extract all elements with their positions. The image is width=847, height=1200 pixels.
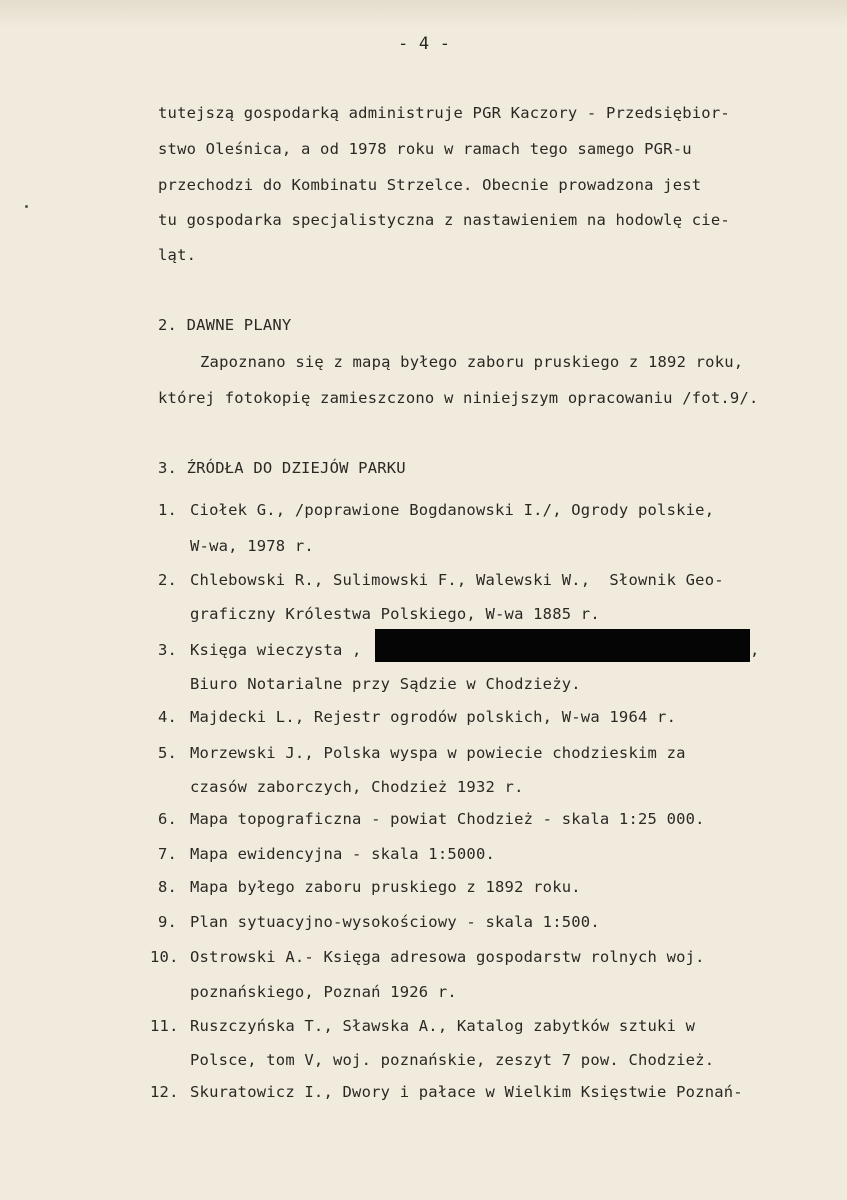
source-number: 5. [158,744,178,762]
source-number: 11. [150,1017,179,1035]
source-number: 9. [158,913,178,931]
source-line: graficzny Królestwa Polskiego, W-wa 1885 r. [190,605,600,623]
intro-line: tu gospodarka specjalistyczna z nastawieniem na hodowlę cie- [158,211,730,229]
section-heading-zrodla: 3. ŹRÓDŁA DO DZIEJÓW PARKU [158,459,406,477]
source-number: 10. [150,948,179,966]
source-line: czasów zaborczych, Chodzież 1932 r. [190,778,524,796]
source-line: Chlebowski R., Sulimowski F., Walewski W., Słownik Geo- [190,571,724,589]
redaction-bar [375,629,750,662]
source-line: Mapa ewidencyjna - skala 1:5000. [190,845,496,863]
source-number: 7. [158,845,178,863]
source-line: W-wa, 1978 r. [190,537,314,555]
source-number: 1. [158,501,178,519]
source-line: Mapa byłego zaboru pruskiego z 1892 roku. [190,878,581,896]
source-line: poznańskiego, Poznań 1926 r. [190,983,457,1001]
source-line: Ruszczyńska T., Sławska A., Katalog zabytków sztuki w [190,1017,696,1035]
intro-line: ląt. [158,246,197,264]
source-line: Polsce, tom V, woj. poznańskie, zeszyt 7 pow. Chodzież. [190,1051,715,1069]
source-number: 8. [158,878,178,896]
top-edge-shadow [0,0,847,28]
intro-line: tutejszą gospodarką administruje PGR Kaczory - Przedsiębior- [158,104,730,122]
source-line: Plan sytuacyjno-wysokościowy - skala 1:500. [190,913,600,931]
source-number: 12. [150,1083,179,1101]
source-line: Majdecki L., Rejestr ogrodów polskich, W-wa 1964 r. [190,708,677,726]
section2-paragraph-line: Zapoznano się z mapą byłego zaboru pruskiego z 1892 roku, [200,353,744,371]
source-line: Księga wieczysta , [190,641,362,659]
source-number: 4. [158,708,178,726]
source-number: 3. [158,641,178,659]
intro-line: stwo Oleśnica, a od 1978 roku w ramach tego samego PGR-u [158,140,692,158]
source-number: 2. [158,571,178,589]
intro-line: przechodzi do Kombinatu Strzelce. Obecnie prowadzona jest [158,176,702,194]
source-trailing-comma: , [750,641,760,659]
paper-speck [25,205,28,208]
source-line: Biuro Notarialne przy Sądzie w Chodzieży. [190,675,581,693]
section-heading-dawne-plany: 2. DAWNE PLANY [158,316,292,334]
section2-paragraph-line: której fotokopię zamieszczono w niniejszym opracowaniu /fot.9/. [158,389,759,407]
source-line: Morzewski J., Polska wyspa w powiecie chodzieskim za [190,744,686,762]
source-line: Skuratowicz I., Dwory i pałace w Wielkim Księstwie Poznań- [190,1083,743,1101]
source-line: Ostrowski A.- Księga adresowa gospodarstw rolnych woj. [190,948,705,966]
page-number: - 4 - [398,34,451,54]
source-line: Ciołek G., /poprawione Bogdanowski I./, Ogrody polskie, [190,501,715,519]
source-line: Mapa topograficzna - powiat Chodzież - skala 1:25 000. [190,810,705,828]
source-number: 6. [158,810,178,828]
